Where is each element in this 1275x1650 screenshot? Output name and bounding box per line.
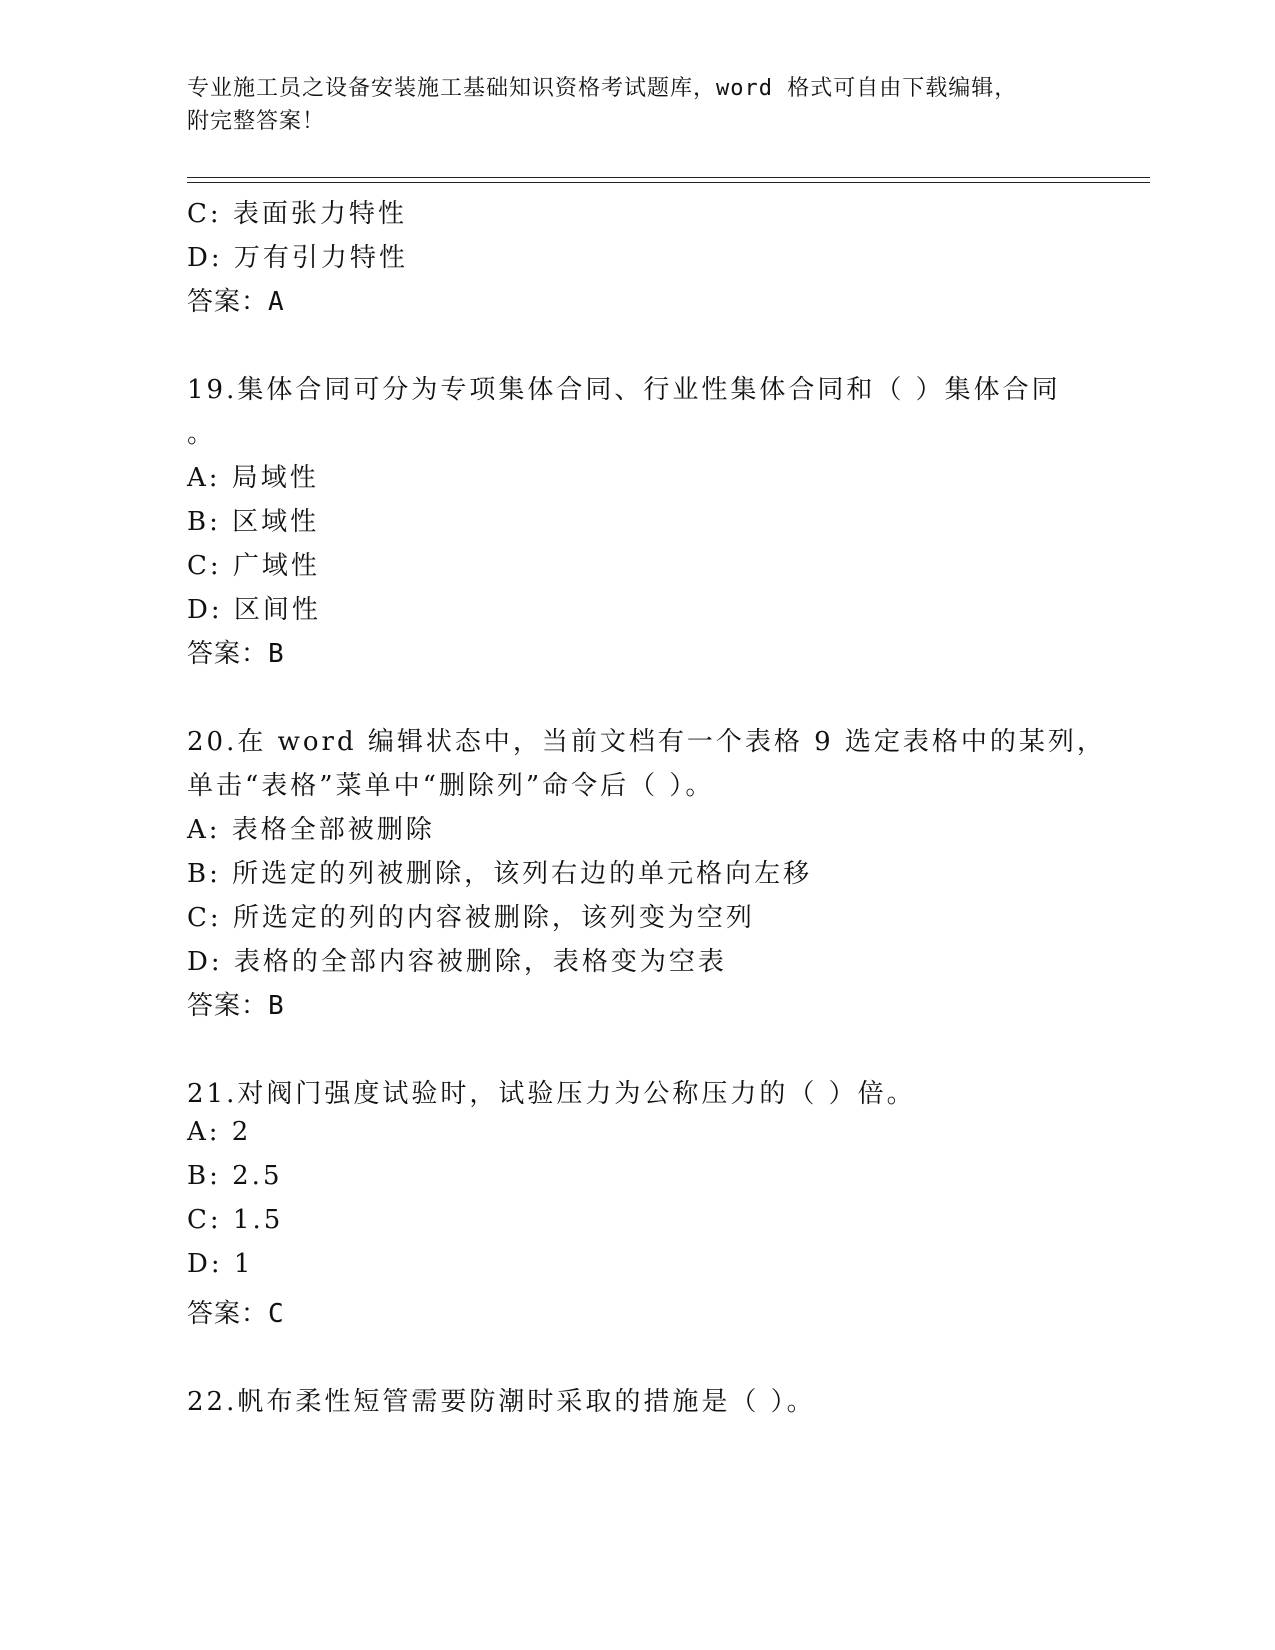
option-d: D: 区间性 bbox=[187, 595, 321, 625]
option-a: A: 2 bbox=[187, 1117, 252, 1147]
option-b: B: 2.5 bbox=[187, 1161, 283, 1191]
option-a: A: 表格全部被删除 bbox=[187, 815, 435, 845]
option-c: C: 广域性 bbox=[187, 551, 320, 581]
header-divider-top bbox=[187, 177, 1150, 178]
option-b: B: 所选定的列被删除，该列右边的单元格向左移 bbox=[187, 859, 813, 889]
option-b: B: 区域性 bbox=[187, 507, 320, 537]
option-d: D: 万有引力特性 bbox=[187, 243, 408, 273]
option-a: A: 局域性 bbox=[187, 463, 319, 493]
option-d: D: 1 bbox=[187, 1249, 254, 1279]
question-20-continued: 单击“表格”菜单中“删除列”命令后（ ）。 bbox=[187, 771, 715, 801]
header-divider-bottom bbox=[187, 182, 1150, 183]
answer-line: 答案：A bbox=[187, 287, 285, 317]
answer-line: 答案：B bbox=[187, 639, 285, 669]
document-header bbox=[187, 72, 1087, 138]
answer-line: 答案：C bbox=[187, 1299, 285, 1329]
header-line-1: 专业施工员之设备安装施工基础知识资格考试题库，word 格式可自由下载编辑， bbox=[187, 76, 1018, 101]
option-c: C: 所选定的列的内容被删除，该列变为空列 bbox=[187, 903, 755, 933]
question-21: 21.对阀门强度试验时，试验压力为公称压力的（ ）倍。 bbox=[187, 1079, 916, 1109]
question-20: 20.在 word 编辑状态中，当前文档有一个表格 9 选定表格中的某列， bbox=[187, 727, 1106, 757]
header-line-2: 附完整答案！ bbox=[187, 109, 326, 134]
question-22: 22.帆布柔性短管需要防潮时采取的措施是（ ）。 bbox=[187, 1387, 816, 1417]
option-c: C: 1.5 bbox=[187, 1205, 284, 1235]
answer-line: 答案：B bbox=[187, 991, 285, 1021]
question-19-continued: 。 bbox=[187, 419, 217, 449]
option-c: C: 表面张力特性 bbox=[187, 199, 407, 229]
option-d: D: 表格的全部内容被删除，表格变为空表 bbox=[187, 947, 727, 977]
question-19: 19.集体合同可分为专项集体合同、行业性集体合同和（ ）集体合同 bbox=[187, 375, 1061, 405]
